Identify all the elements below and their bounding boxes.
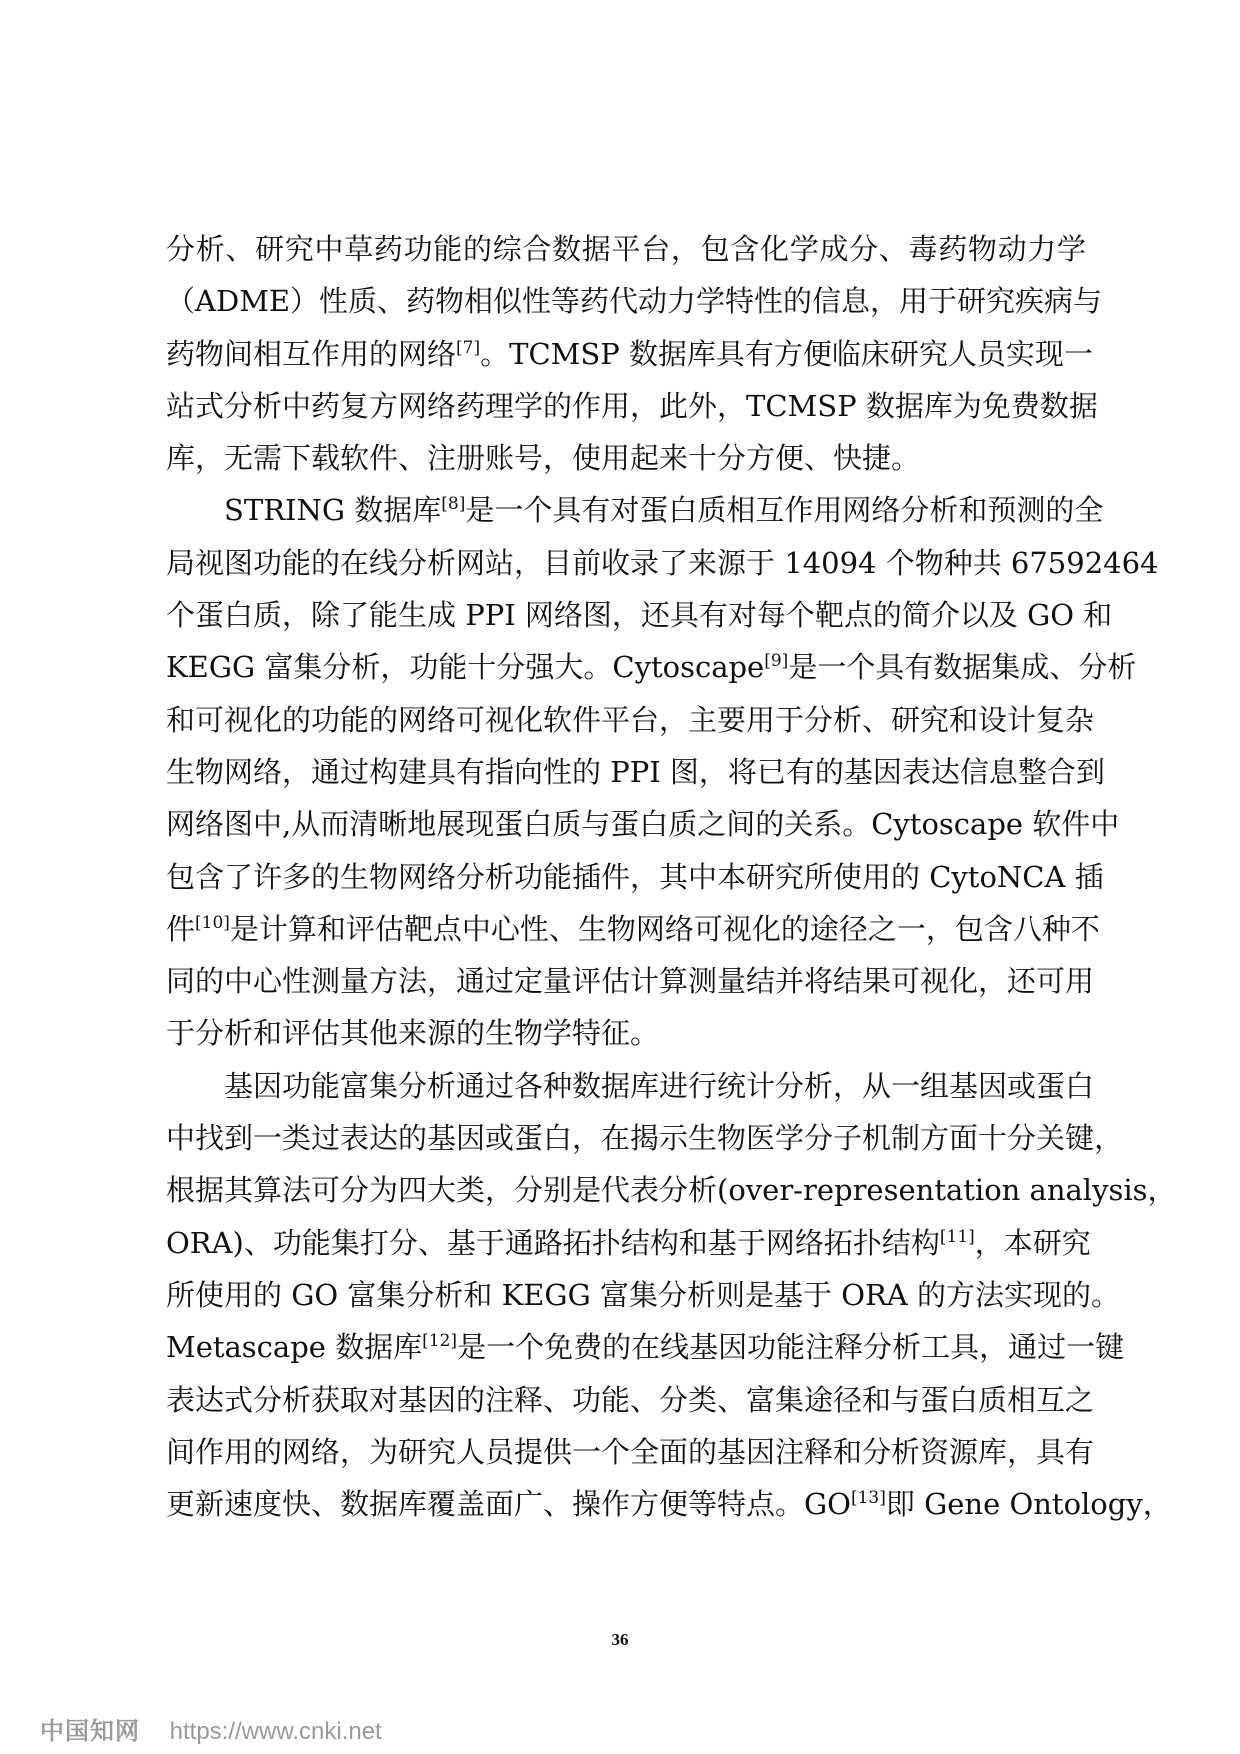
line-text-continued: 是一个免费的在线基因功能注释分析工具，通过一键: [457, 1330, 1125, 1365]
line-text: （ADME）性质、药物相似性等药代动力学特性的信息，用于研究疾病与: [166, 284, 1103, 319]
text-line: [166, 694, 1095, 746]
line-text: 件: [166, 911, 196, 946]
text-line: [166, 903, 1100, 955]
text-line: [166, 1164, 1177, 1216]
text-line: [166, 223, 1086, 275]
line-text: 同的中心性测量方法，通过定量评估计算测量结并将结果可视化，还可用: [166, 964, 1095, 999]
line-text-continued: 是一个具有数据集成、分析: [788, 650, 1137, 685]
text-line: [166, 275, 1103, 327]
line-text: 于分析和评估其他来源的生物学特征。: [166, 1016, 660, 1051]
text-line: [166, 641, 1137, 693]
text-line: [166, 328, 1093, 380]
line-text: 分析、研究中草药功能的综合数据平台，包含化学成分、毒药物动力学: [166, 232, 1086, 266]
line-text: 所使用的 GO 富集分析和 KEGG 富集分析则是基于 ORA 的方法实现的。: [166, 1277, 1120, 1312]
citation-ref: [9]: [764, 651, 789, 672]
text-line: [166, 1007, 1086, 1059]
line-text: 表达式分析获取对基因的注释、功能、分类、富集途径和与蛋白质相互之: [166, 1382, 1095, 1417]
line-text: 个蛋白质，除了能生成 PPI 网络图，还具有对每个靶点的简介以及 GO 和: [166, 598, 1113, 633]
text-line: [166, 955, 1095, 1007]
citation-ref: [7]: [456, 337, 481, 358]
line-text: ORA)、功能集打分、基于通路拓扑结构和基于网络拓扑结构: [166, 1225, 940, 1260]
line-text: 中找到一类过表达的基因或蛋白，在揭示生物医学分子机制方面十分关键，: [166, 1121, 1124, 1156]
text-line: [166, 1374, 1095, 1426]
line-text: KEGG 富集分析，功能十分强大。Cytoscape: [166, 650, 765, 685]
citation-ref: [8]: [441, 494, 466, 515]
line-text: 基因功能富集分析通过各种数据库进行统计分析，从一组基因或蛋白: [224, 1068, 1095, 1103]
text-line: [166, 1321, 1125, 1373]
text-line: [166, 746, 1105, 798]
watermark: [40, 1711, 382, 1746]
line-text: 库，无需下载软件、注册账号，使用起来十分方便、快捷。: [166, 441, 921, 476]
line-text: 局视图功能的在线分析网站，目前收录了来源于 14094 个物种共 67592464: [166, 545, 1159, 580]
citation-ref: [12]: [422, 1331, 458, 1352]
text-line: [166, 432, 1086, 484]
citation-ref: [11]: [939, 1226, 975, 1247]
line-text: 间作用的网络，为研究人员提供一个全面的基因注释和分析资源库，具有: [166, 1434, 1095, 1469]
line-text: 站式分析中药复方网络药理学的作用，此外，TCMSP 数据库为免费数据: [166, 388, 1098, 423]
text-line: [166, 1112, 1124, 1164]
line-text: STRING 数据库: [224, 493, 442, 528]
line-text-continued: ，本研究: [974, 1225, 1091, 1260]
watermark-url: https://www.cnki.net: [169, 1718, 382, 1745]
line-text: 网络图中,从而清晰地展现蛋白质与蛋白质之间的关系。Cytoscape 软件中: [166, 807, 1120, 842]
text-line: [166, 1060, 1095, 1112]
line-text-continued: 即 Gene Ontology，: [885, 1487, 1172, 1522]
line-text: 更新速度快、数据库覆盖面广、操作方便等特点。GO: [166, 1487, 851, 1522]
text-line: [166, 537, 1159, 589]
text-line: [166, 380, 1098, 432]
line-text: 根据其算法可分为四大类，分别是代表分析(over-representation analysis，: [166, 1173, 1177, 1208]
body-text: [166, 223, 1177, 1530]
line-text-continued: 是计算和评估靶点中心性、生物网络可视化的途径之一，包含八种不: [229, 911, 1100, 946]
text-line: [166, 851, 1104, 903]
text-line: [166, 484, 1104, 536]
line-text: 和可视化的功能的网络可视化软件平台，主要用于分析、研究和设计复杂: [166, 702, 1095, 737]
line-text: Metascape 数据库: [166, 1330, 423, 1365]
text-line: [166, 798, 1120, 850]
watermark-brand: 中国知网: [40, 1717, 140, 1745]
citation-ref: [10]: [195, 912, 230, 933]
line-text-continued: 。TCMSP 数据库具有方便临床研究人员实现一: [480, 336, 1093, 371]
line-text-continued: 是一个具有对蛋白质相互作用网络分析和预测的全: [465, 493, 1104, 528]
text-line: [166, 1269, 1120, 1321]
text-line: [166, 1217, 1091, 1269]
line-text: 药物间相互作用的网络: [166, 336, 457, 371]
line-text: 生物网络，通过构建具有指向性的 PPI 图，将已有的基因表达信息整合到: [166, 754, 1105, 789]
line-text: 包含了许多的生物网络分析功能插件，其中本研究所使用的 CytoNCA 插: [166, 859, 1104, 894]
page-number: 36: [611, 1630, 629, 1649]
citation-ref: [13]: [850, 1488, 886, 1509]
text-line: [166, 589, 1113, 641]
text-line: [166, 1426, 1095, 1478]
text-line: [166, 1478, 1172, 1530]
